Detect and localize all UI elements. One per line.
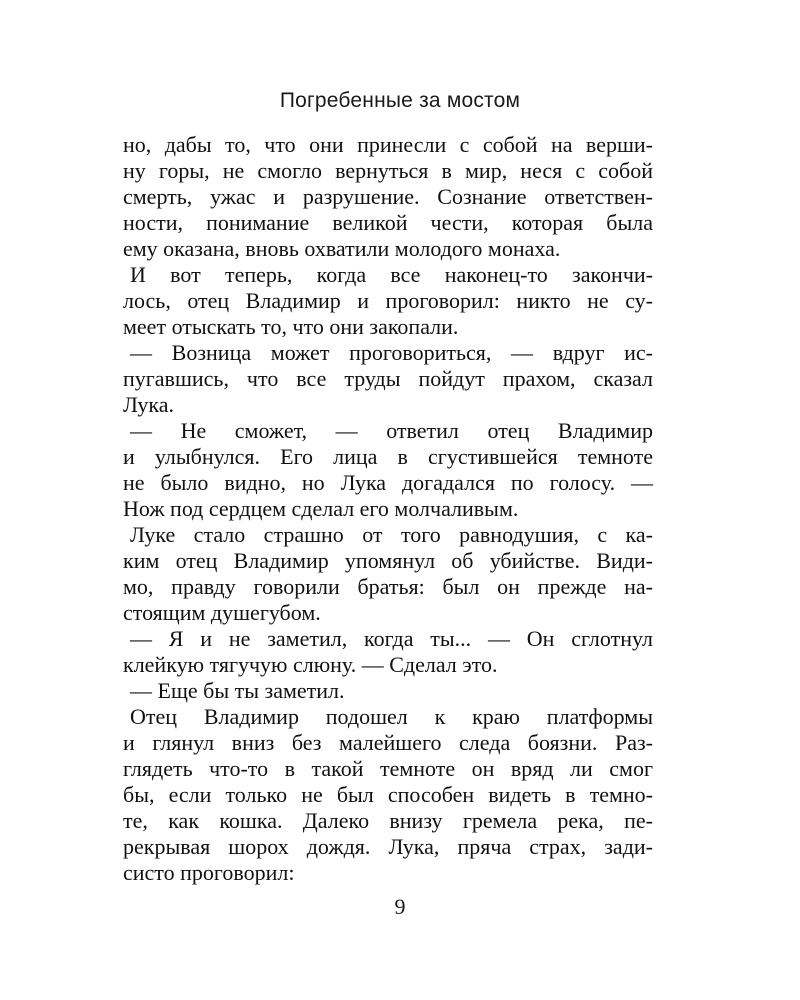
text-line: лось, отец Владимир и проговорил: никто не су- xyxy=(123,288,653,313)
page-number: 9 xyxy=(394,894,406,919)
text-line: но, дабы то, что они принесли с собой на верши- xyxy=(123,132,653,157)
text-line: ким отец Владимир упомянул об убийстве. Види- xyxy=(123,548,653,573)
text-line: Луке стало страшно от того равнодушия, с ка- xyxy=(130,522,653,547)
text-line: ну горы, не смогло вернуться в мир, неся с собой xyxy=(123,158,653,183)
text-line: не было видно, но Лука догадался по голосу. — xyxy=(123,470,653,495)
text-line: стоящим душегубом. xyxy=(123,600,321,625)
text-line: ности, понимание великой чести, которая была xyxy=(123,210,653,235)
text-line: Отец Владимир подошел к краю платформы xyxy=(130,704,653,729)
text-line: и улыбнулся. Его лица в сгустившейся темноте xyxy=(123,444,653,469)
text-line: мо, правду говорили братья: был он прежде на- xyxy=(123,574,653,599)
text-line: рекрывая шорох дождя. Лука, пряча страх, зади- xyxy=(123,834,653,859)
text-line: Лука. xyxy=(123,392,174,417)
text-line: — Еще бы ты заметил. xyxy=(130,678,345,703)
text-line: клейкую тягучую слюну. — Сделал это. xyxy=(123,652,498,677)
text-line: пугавшись, что все труды пойдут прахом, сказал xyxy=(123,366,653,391)
text-line: — Не сможет, — ответил отец Владимир xyxy=(130,418,653,443)
body-text xyxy=(123,132,653,886)
text-line: И вот теперь, когда все наконец-то закончи- xyxy=(130,262,653,287)
text-line: — Я и не заметил, когда ты... — Он сглотнул xyxy=(130,626,653,651)
text-line: — Возница может проговориться, — вдруг ис- xyxy=(130,340,653,365)
running-header-title: Погребенные за мостом xyxy=(279,89,521,112)
text-line: смерть, ужас и разрушение. Сознание ответствен- xyxy=(123,184,653,209)
text-line: глядеть что-то в такой темноте он вряд ли смог xyxy=(123,756,653,781)
text-line: бы, если только не был способен видеть в темно- xyxy=(123,782,653,807)
text-line: те, как кошка. Далеко внизу гремела река, пе- xyxy=(123,808,653,833)
text-line: систо проговорил: xyxy=(123,860,295,885)
text-line: Нож под сердцем сделал его молчаливым. xyxy=(123,496,519,521)
text-line: меет отыскать то, что они закопали. xyxy=(123,314,459,339)
text-line: ему оказана, вновь охватили молодого монаха. xyxy=(123,236,561,261)
text-line: и глянул вниз без малейшего следа боязни. Раз- xyxy=(123,730,653,755)
